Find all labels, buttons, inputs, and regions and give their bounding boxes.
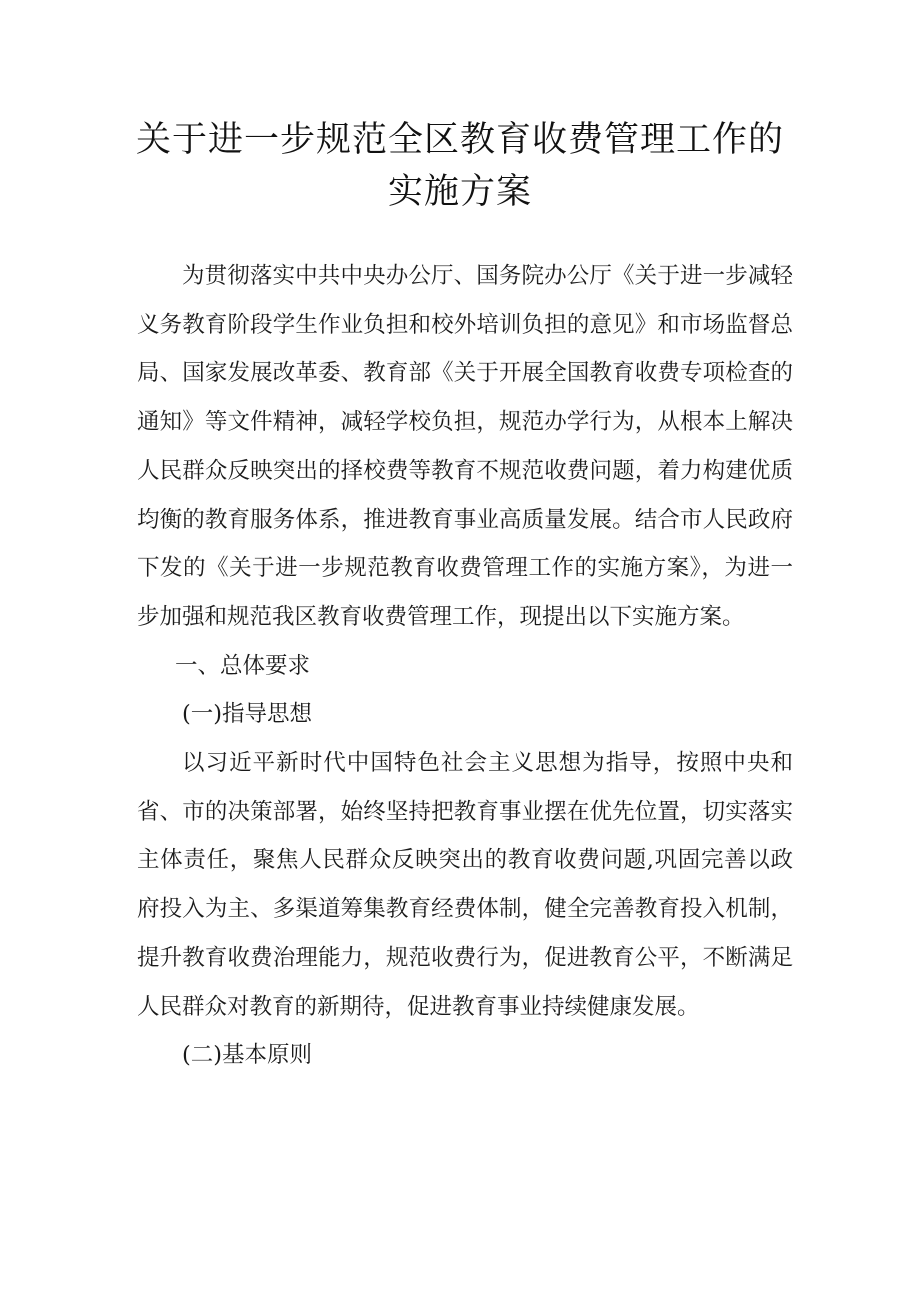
document-title [120,114,800,218]
title-line-1: 关于进一步规范全区教育收费管理工作的 [135,120,784,160]
subsection-heading-guiding-ideology: (一)指导思想 [182,701,313,728]
subsection-heading-basic-principles: (二)基本原则 [182,1042,313,1069]
intro-paragraph: 为贯彻落实中共中央办公厅、国务院办公厅《关于进一步减轻义务教育阶段学生作业负担和校外培训负担的意见》和市场监督总局、国家发展改革委、教育部《关于开展全国教育收费专项检查的通知》等文件精神，减轻学校负担，规范办学行为，从根本上解决人民群众反映突出的择校费等教育不规范收费问题，着力构建优质均衡的教育服务体系，推进教育事业高质量发展。结合市人民政府下发的《关于进一步规范教育收费管理工作的实施方案》，为进一步加强和规范我区教育收费管理工作，现提出以下实施方案。 [137,263,793,630]
guiding-ideology-paragraph: 以习近平新时代中国特色社会主义思想为指导，按照中央和省、市的决策部署，始终坚持把教育事业摆在优先位置，切实落实主体责任，聚焦人民群众反映突出的教育收费问题,巩固完善以政府投入为主、多渠道筹集教育经费体制，健全完善教育投入机制，提升教育收费治理能力，规范收费行为，促进教育公平，不断满足人民群众对教育的新期待，促进教育事业持续健康发展。 [137,750,793,1020]
section-heading-overall-requirements: 一、总体要求 [175,652,311,679]
title-line-2: 实施方案 [387,172,532,212]
document-body [137,252,793,1080]
